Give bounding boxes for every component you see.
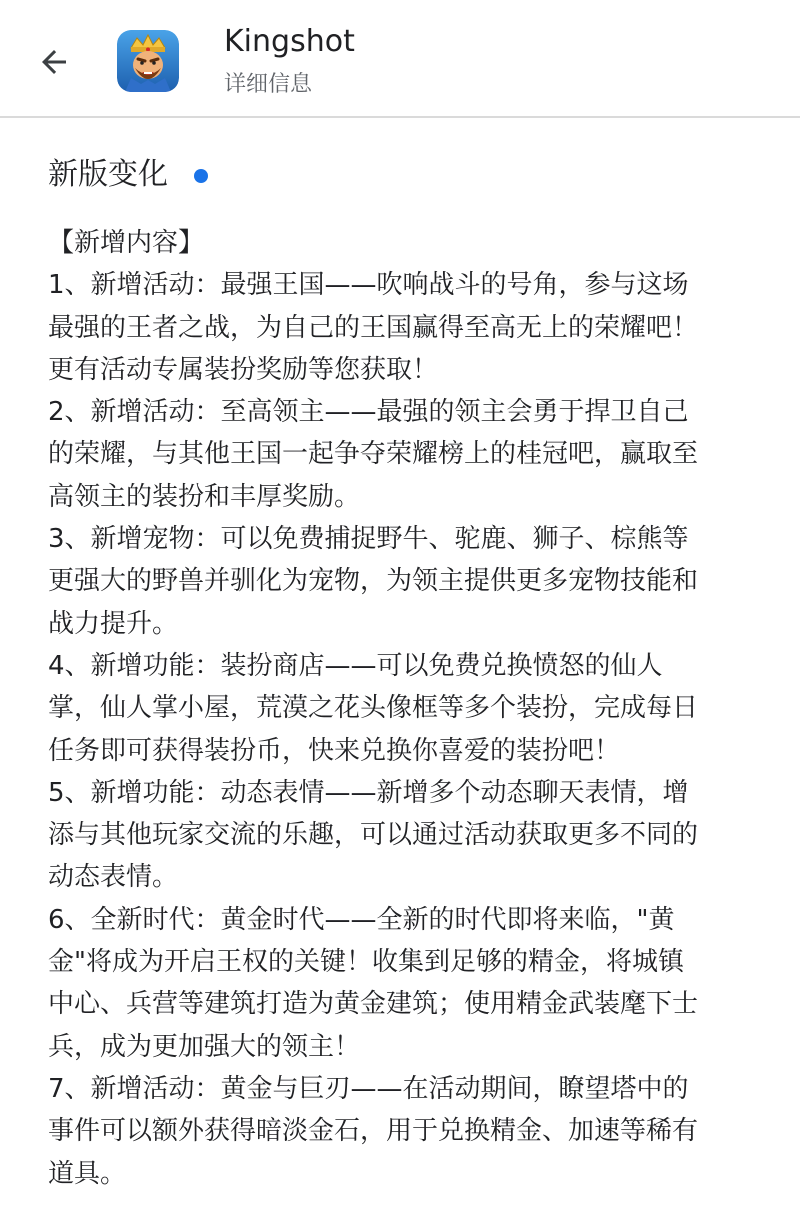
note-line: 战力提升。 [48, 608, 179, 639]
note-line: 金"将成为开启王权的关键！收集到足够的精金，将城镇 [48, 947, 684, 978]
note-line: 最强的王者之战，为自己的王国赢得至高无上的荣耀吧！ [48, 312, 699, 343]
note-line: 2、新增活动：至高领主——最强的领主会勇于捍卫自己 [48, 397, 689, 428]
release-notes [48, 222, 788, 1195]
note-line: 兵，成为更加强大的领主！ [48, 1031, 361, 1062]
note-line: 更有活动专属装扮奖励等您获取！ [48, 354, 439, 385]
app-header [0, 0, 800, 118]
note-line: 高领主的装扮和丰厚奖励。 [48, 481, 361, 512]
note-line: 事件可以额外获得暗淡金石，用于兑换精金、加速等稀有 [48, 1116, 699, 1147]
note-line: 3、新增宠物：可以免费捕捉野牛、驼鹿、狮子、棕熊等 [48, 524, 689, 555]
note-line: 动态表情。 [48, 862, 179, 893]
note-line: 1、新增活动：最强王国——吹响战斗的号角，参与这场 [48, 270, 689, 301]
new-indicator-dot [194, 169, 208, 183]
note-line: 7、新增活动：黄金与巨刃——在活动期间，瞭望塔中的 [48, 1073, 689, 1104]
note-line: 的荣耀，与其他王国一起争夺荣耀榜上的桂冠吧，赢取至 [48, 439, 699, 470]
note-line: 添与其他玩家交流的乐趣，可以通过活动获取更多不同的 [48, 820, 699, 851]
note-line: 掌，仙人掌小屋，荒漠之花头像框等多个装扮，完成每日 [48, 693, 699, 724]
note-line: 【新增内容】 [48, 228, 205, 258]
back-button[interactable] [28, 36, 80, 88]
note-line: 6、全新时代：黄金时代——全新的时代即将来临，"黄 [48, 904, 675, 935]
whats-new-heading [48, 152, 208, 198]
note-line: 5、新增功能：动态表情——新增多个动态聊天表情，增 [48, 777, 689, 808]
note-line: 中心、兵营等建筑打造为黄金建筑；使用精金武装麾下士 [48, 989, 699, 1020]
page-subtitle: 详细信息 [224, 72, 313, 97]
app-title: Kingshot [224, 24, 355, 59]
note-line: 更强大的野兽并驯化为宠物，为领主提供更多宠物技能和 [48, 566, 699, 597]
note-line: 道具。 [48, 1158, 127, 1189]
note-line: 4、新增功能：装扮商店——可以免费兑换愤怒的仙人 [48, 650, 663, 681]
arrow-left-icon [36, 44, 72, 80]
section-title: 新版变化 [48, 157, 168, 192]
note-line: 任务即可获得装扮币，快来兑换你喜爱的装扮吧！ [48, 735, 621, 766]
kingshot-app-icon [117, 30, 179, 92]
